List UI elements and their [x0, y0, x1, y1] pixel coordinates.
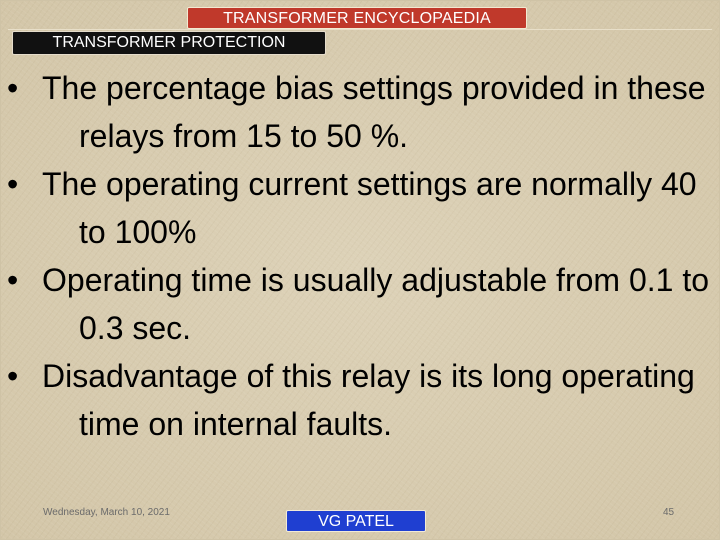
- page-number: 45: [663, 507, 675, 518]
- bullet-text: The operating current settings are normally 40 to 100%: [42, 166, 697, 250]
- bullet-item: [0, 64, 720, 160]
- author-badge: VG PATEL: [286, 510, 426, 532]
- bullet-text: The percentage bias settings provided in these relays from 15 to 50 %.: [42, 70, 706, 154]
- footer-date: Wednesday, March 10, 2021: [43, 507, 170, 518]
- section-label: TRANSFORMER PROTECTION: [12, 31, 326, 55]
- bullet-item: [0, 256, 720, 352]
- bullet-text: Disadvantage of this relay is its long operating time on internal faults.: [42, 358, 695, 442]
- bullet-text: Operating time is usually adjustable from 0.1 to 0.3 sec.: [42, 262, 709, 346]
- bullet-marker: •: [7, 70, 19, 106]
- bullet-item: [0, 352, 720, 448]
- bullet-item: [0, 160, 720, 256]
- bullet-marker: •: [7, 262, 19, 298]
- bullet-marker: •: [7, 358, 19, 394]
- bullet-marker: •: [7, 166, 19, 202]
- slide-title: TRANSFORMER ENCYCLOPAEDIA: [187, 7, 527, 29]
- bullet-list: [0, 64, 720, 448]
